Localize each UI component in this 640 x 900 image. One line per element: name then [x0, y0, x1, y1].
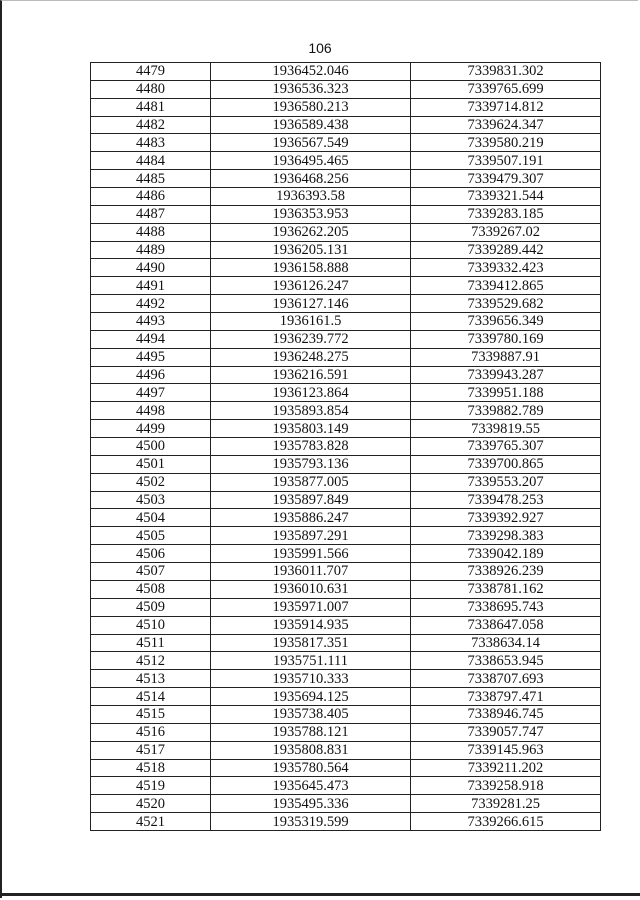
x-coordinate-cell: 1935645.473	[211, 777, 411, 795]
x-coordinate-cell: 1935914.935	[211, 616, 411, 634]
x-coordinate-cell: 1936468.256	[211, 170, 411, 188]
point-id-cell: 4511	[91, 634, 211, 652]
table-row	[91, 188, 601, 206]
y-coordinate-cell: 7338946.745	[411, 705, 601, 723]
x-coordinate-cell: 1936589.438	[211, 116, 411, 134]
table-row	[91, 813, 601, 831]
x-coordinate-cell: 1936126.247	[211, 277, 411, 295]
table-row	[91, 366, 601, 384]
point-id-cell: 4490	[91, 259, 211, 277]
point-id-cell: 4507	[91, 563, 211, 581]
point-id-cell: 4516	[91, 723, 211, 741]
point-id-cell: 4505	[91, 527, 211, 545]
table-row	[91, 580, 601, 598]
table-row	[91, 777, 601, 795]
y-coordinate-cell: 7339145.963	[411, 741, 601, 759]
y-coordinate-cell: 7339042.189	[411, 545, 601, 563]
point-id-cell: 4492	[91, 295, 211, 313]
table-row	[91, 545, 601, 563]
table-row	[91, 473, 601, 491]
table-row	[91, 295, 601, 313]
y-coordinate-cell: 7338695.743	[411, 598, 601, 616]
point-id-cell: 4499	[91, 420, 211, 438]
table-row	[91, 348, 601, 366]
y-coordinate-cell: 7339258.918	[411, 777, 601, 795]
table-row	[91, 759, 601, 777]
y-coordinate-cell: 7339478.253	[411, 491, 601, 509]
x-coordinate-cell: 1936536.323	[211, 80, 411, 98]
x-coordinate-cell: 1936495.465	[211, 152, 411, 170]
x-coordinate-cell: 1936567.549	[211, 134, 411, 152]
table-row	[91, 670, 601, 688]
x-coordinate-cell: 1936216.591	[211, 366, 411, 384]
x-coordinate-cell: 1936452.046	[211, 63, 411, 81]
point-id-cell: 4488	[91, 223, 211, 241]
y-coordinate-cell: 7339765.699	[411, 80, 601, 98]
y-coordinate-cell: 7339882.789	[411, 402, 601, 420]
table-row	[91, 402, 601, 420]
table-row	[91, 98, 601, 116]
table-row	[91, 741, 601, 759]
point-id-cell: 4498	[91, 402, 211, 420]
table-row	[91, 241, 601, 259]
y-coordinate-cell: 7338634.14	[411, 634, 601, 652]
table-row	[91, 63, 601, 81]
y-coordinate-cell: 7339281.25	[411, 795, 601, 813]
x-coordinate-cell: 1936158.888	[211, 259, 411, 277]
point-id-cell: 4482	[91, 116, 211, 134]
point-id-cell: 4514	[91, 688, 211, 706]
point-id-cell: 4500	[91, 438, 211, 456]
x-coordinate-cell: 1936248.275	[211, 348, 411, 366]
y-coordinate-cell: 7339392.927	[411, 509, 601, 527]
y-coordinate-cell: 7339765.307	[411, 438, 601, 456]
table-row	[91, 205, 601, 223]
point-id-cell: 4496	[91, 366, 211, 384]
point-id-cell: 4489	[91, 241, 211, 259]
y-coordinate-cell: 7339819.55	[411, 420, 601, 438]
y-coordinate-cell: 7339507.191	[411, 152, 601, 170]
x-coordinate-cell: 1935803.149	[211, 420, 411, 438]
table-row	[91, 527, 601, 545]
table-row	[91, 277, 601, 295]
table-row	[91, 152, 601, 170]
table-row	[91, 384, 601, 402]
point-id-cell: 4491	[91, 277, 211, 295]
coordinates-table-body	[91, 63, 601, 831]
y-coordinate-cell: 7338797.471	[411, 688, 601, 706]
y-coordinate-cell: 7338647.058	[411, 616, 601, 634]
x-coordinate-cell: 1935793.136	[211, 455, 411, 473]
x-coordinate-cell: 1936011.707	[211, 563, 411, 581]
table-row	[91, 438, 601, 456]
y-coordinate-cell: 7339887.91	[411, 348, 601, 366]
x-coordinate-cell: 1936580.213	[211, 98, 411, 116]
table-row	[91, 795, 601, 813]
y-coordinate-cell: 7339780.169	[411, 330, 601, 348]
point-id-cell: 4501	[91, 455, 211, 473]
y-coordinate-cell: 7339283.185	[411, 205, 601, 223]
point-id-cell: 4513	[91, 670, 211, 688]
x-coordinate-cell: 1936393.58	[211, 188, 411, 206]
x-coordinate-cell: 1935808.831	[211, 741, 411, 759]
point-id-cell: 4520	[91, 795, 211, 813]
bottom-rule	[0, 893, 640, 896]
y-coordinate-cell: 7339714.812	[411, 98, 601, 116]
point-id-cell: 4512	[91, 652, 211, 670]
coordinates-table	[90, 62, 601, 831]
x-coordinate-cell: 1935971.007	[211, 598, 411, 616]
table-row	[91, 455, 601, 473]
x-coordinate-cell: 1936123.864	[211, 384, 411, 402]
point-id-cell: 4510	[91, 616, 211, 634]
x-coordinate-cell: 1935897.849	[211, 491, 411, 509]
x-coordinate-cell: 1935780.564	[211, 759, 411, 777]
y-coordinate-cell: 7339211.202	[411, 759, 601, 777]
y-coordinate-cell: 7339580.219	[411, 134, 601, 152]
y-coordinate-cell: 7338653.945	[411, 652, 601, 670]
table-row	[91, 420, 601, 438]
x-coordinate-cell: 1936010.631	[211, 580, 411, 598]
y-coordinate-cell: 7339332.423	[411, 259, 601, 277]
point-id-cell: 4521	[91, 813, 211, 831]
table-row	[91, 634, 601, 652]
x-coordinate-cell: 1936205.131	[211, 241, 411, 259]
table-row	[91, 491, 601, 509]
y-coordinate-cell: 7339951.188	[411, 384, 601, 402]
x-coordinate-cell: 1935319.599	[211, 813, 411, 831]
table-row	[91, 598, 601, 616]
table-row	[91, 616, 601, 634]
point-id-cell: 4515	[91, 705, 211, 723]
point-id-cell: 4504	[91, 509, 211, 527]
x-coordinate-cell: 1935788.121	[211, 723, 411, 741]
point-id-cell: 4519	[91, 777, 211, 795]
x-coordinate-cell: 1935897.291	[211, 527, 411, 545]
point-id-cell: 4503	[91, 491, 211, 509]
point-id-cell: 4502	[91, 473, 211, 491]
x-coordinate-cell: 1935893.854	[211, 402, 411, 420]
x-coordinate-cell: 1935783.828	[211, 438, 411, 456]
x-coordinate-cell: 1935710.333	[211, 670, 411, 688]
y-coordinate-cell: 7339267.02	[411, 223, 601, 241]
point-id-cell: 4494	[91, 330, 211, 348]
table-row	[91, 223, 601, 241]
table-row	[91, 80, 601, 98]
table-row	[91, 116, 601, 134]
x-coordinate-cell: 1936239.772	[211, 330, 411, 348]
y-coordinate-cell: 7338781.162	[411, 580, 601, 598]
y-coordinate-cell: 7339624.347	[411, 116, 601, 134]
point-id-cell: 4480	[91, 80, 211, 98]
x-coordinate-cell: 1935991.566	[211, 545, 411, 563]
point-id-cell: 4506	[91, 545, 211, 563]
x-coordinate-cell: 1936127.146	[211, 295, 411, 313]
point-id-cell: 4486	[91, 188, 211, 206]
table-row	[91, 563, 601, 581]
point-id-cell: 4485	[91, 170, 211, 188]
y-coordinate-cell: 7339553.207	[411, 473, 601, 491]
y-coordinate-cell: 7339057.747	[411, 723, 601, 741]
x-coordinate-cell: 1935751.111	[211, 652, 411, 670]
point-id-cell: 4497	[91, 384, 211, 402]
table-row	[91, 688, 601, 706]
point-id-cell: 4481	[91, 98, 211, 116]
x-coordinate-cell: 1936353.953	[211, 205, 411, 223]
y-coordinate-cell: 7339298.383	[411, 527, 601, 545]
y-coordinate-cell: 7339529.682	[411, 295, 601, 313]
x-coordinate-cell: 1935738.405	[211, 705, 411, 723]
x-coordinate-cell: 1935495.336	[211, 795, 411, 813]
point-id-cell: 4479	[91, 63, 211, 81]
table-row	[91, 705, 601, 723]
y-coordinate-cell: 7339289.442	[411, 241, 601, 259]
point-id-cell: 4518	[91, 759, 211, 777]
table-row	[91, 652, 601, 670]
x-coordinate-cell: 1936161.5	[211, 313, 411, 331]
page-number: 106	[308, 40, 332, 56]
table-row	[91, 723, 601, 741]
point-id-cell: 4495	[91, 348, 211, 366]
x-coordinate-cell: 1935817.351	[211, 634, 411, 652]
point-id-cell: 4484	[91, 152, 211, 170]
y-coordinate-cell: 7339266.615	[411, 813, 601, 831]
point-id-cell: 4509	[91, 598, 211, 616]
table-row	[91, 313, 601, 331]
point-id-cell: 4517	[91, 741, 211, 759]
y-coordinate-cell: 7339479.307	[411, 170, 601, 188]
table-row	[91, 259, 601, 277]
point-id-cell: 4493	[91, 313, 211, 331]
x-coordinate-cell: 1935886.247	[211, 509, 411, 527]
table-row	[91, 134, 601, 152]
x-coordinate-cell: 1935694.125	[211, 688, 411, 706]
y-coordinate-cell: 7339700.865	[411, 455, 601, 473]
y-coordinate-cell: 7339656.349	[411, 313, 601, 331]
x-coordinate-cell: 1935877.005	[211, 473, 411, 491]
point-id-cell: 4487	[91, 205, 211, 223]
y-coordinate-cell: 7339831.302	[411, 63, 601, 81]
table-row	[91, 509, 601, 527]
x-coordinate-cell: 1936262.205	[211, 223, 411, 241]
point-id-cell: 4508	[91, 580, 211, 598]
y-coordinate-cell: 7338707.693	[411, 670, 601, 688]
point-id-cell: 4483	[91, 134, 211, 152]
y-coordinate-cell: 7339943.287	[411, 366, 601, 384]
table-row	[91, 170, 601, 188]
table-row	[91, 330, 601, 348]
y-coordinate-cell: 7339321.544	[411, 188, 601, 206]
y-coordinate-cell: 7338926.239	[411, 563, 601, 581]
y-coordinate-cell: 7339412.865	[411, 277, 601, 295]
